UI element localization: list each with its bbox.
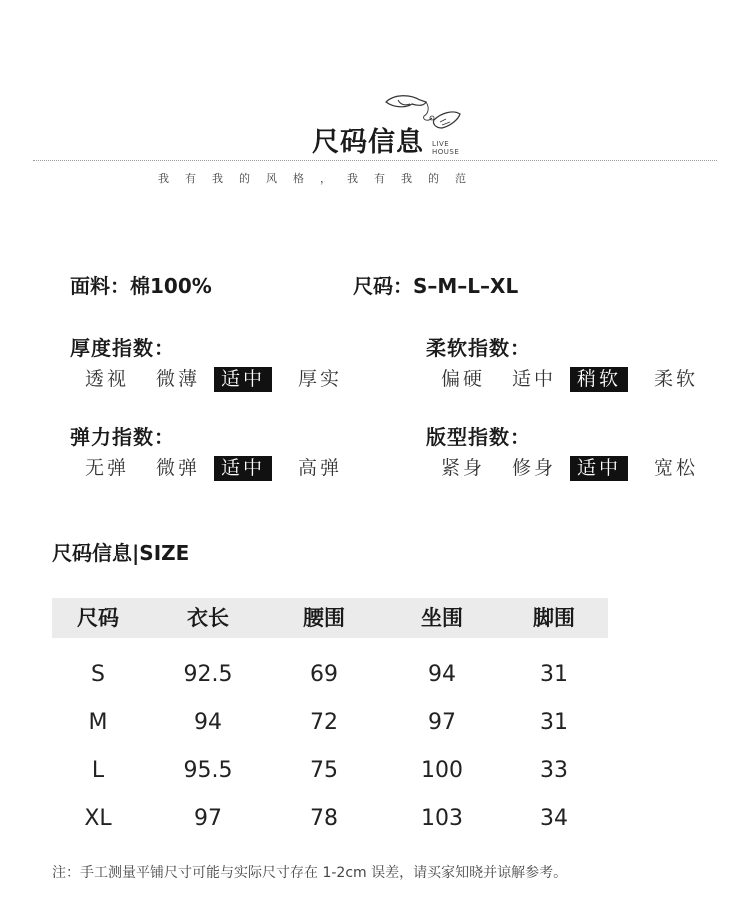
- softness-option: 柔软: [653, 368, 698, 390]
- column-header: 尺码: [77, 606, 119, 630]
- table-cell: 31: [540, 710, 568, 735]
- thickness-option: 透视: [84, 368, 129, 390]
- table-cell: S: [91, 662, 105, 687]
- fabric-label: 面料：: [70, 274, 130, 298]
- table-cell: 97: [428, 710, 456, 735]
- column-header: 衣长: [187, 606, 229, 630]
- fit-index-label: 版型指数：: [426, 425, 531, 449]
- table-cell: 69: [310, 662, 338, 687]
- table-cell: M: [88, 710, 108, 735]
- thickness-options: [72, 367, 356, 392]
- fit-options: [428, 456, 712, 481]
- table-cell: 97: [194, 806, 222, 831]
- thickness-option: 微薄: [155, 368, 200, 390]
- thickness-option-selected: 适中: [214, 367, 272, 392]
- column-header: 腰围: [303, 606, 345, 630]
- measurement-note: 注：手工测量平铺尺寸可能与实际尺寸存在 1-2cm 误差，请买家知晓并谅解参考。: [52, 865, 568, 881]
- elasticity-index: [70, 421, 356, 481]
- page-title: 尺码信息: [312, 127, 424, 158]
- table-cell: 33: [540, 758, 568, 783]
- softness-option-selected: 稍软: [570, 367, 628, 392]
- softness-index-label: 柔软指数：: [426, 336, 531, 360]
- thickness-option: 厚实: [297, 368, 342, 390]
- elasticity-option-selected: 适中: [214, 456, 272, 481]
- size-range-label: 尺码：: [353, 274, 413, 298]
- thickness-index-label: 厚度指数：: [70, 336, 175, 360]
- softness-index: [426, 332, 712, 392]
- fit-index: [426, 421, 712, 481]
- fit-option: 紧身: [440, 457, 485, 479]
- table-cell: 103: [421, 806, 463, 831]
- fit-option: 宽松: [653, 457, 698, 479]
- table-cell: 31: [540, 662, 568, 687]
- elasticity-option: 无弹: [84, 457, 129, 479]
- column-header: 坐围: [421, 606, 463, 630]
- table-cell: 78: [310, 806, 338, 831]
- fit-option-selected: 适中: [570, 456, 628, 481]
- table-cell: 100: [421, 758, 463, 783]
- table-cell: L: [91, 758, 105, 783]
- dotted-divider: [33, 160, 717, 161]
- size-table-header: [52, 598, 608, 638]
- table-cell: 75: [310, 758, 338, 783]
- table-cell: XL: [84, 806, 112, 831]
- elasticity-index-label: 弹力指数：: [70, 425, 175, 449]
- fabric-value: 棉100%: [130, 274, 212, 298]
- table-cell: 72: [310, 710, 338, 735]
- size-range-value: S–M–L–XL: [413, 274, 519, 298]
- thickness-index: [70, 332, 356, 392]
- logo-text-line2: HOUSE: [432, 148, 460, 156]
- fabric-info: [70, 270, 212, 299]
- table-cell: 94: [428, 662, 456, 687]
- elasticity-options: [72, 456, 356, 481]
- fit-option: 修身: [511, 457, 556, 479]
- table-cell: 92.5: [183, 662, 233, 687]
- logo-text-line1: LIVE: [432, 140, 450, 148]
- logo-text: [432, 140, 459, 156]
- table-cell: 94: [194, 710, 222, 735]
- column-header: 脚围: [533, 606, 575, 630]
- elasticity-option: 微弹: [155, 457, 200, 479]
- size-table-body: [52, 662, 608, 842]
- softness-option: 适中: [511, 368, 556, 390]
- size-range-info: [353, 270, 518, 299]
- table-cell: 34: [540, 806, 568, 831]
- slogan: 我有我的风格，我有我的范: [158, 172, 482, 185]
- elasticity-option: 高弹: [297, 457, 342, 479]
- table-cell: 95.5: [183, 758, 233, 783]
- softness-options: [428, 367, 712, 392]
- size-table-heading: 尺码信息|SIZE: [52, 541, 190, 565]
- softness-option: 偏硬: [440, 368, 485, 390]
